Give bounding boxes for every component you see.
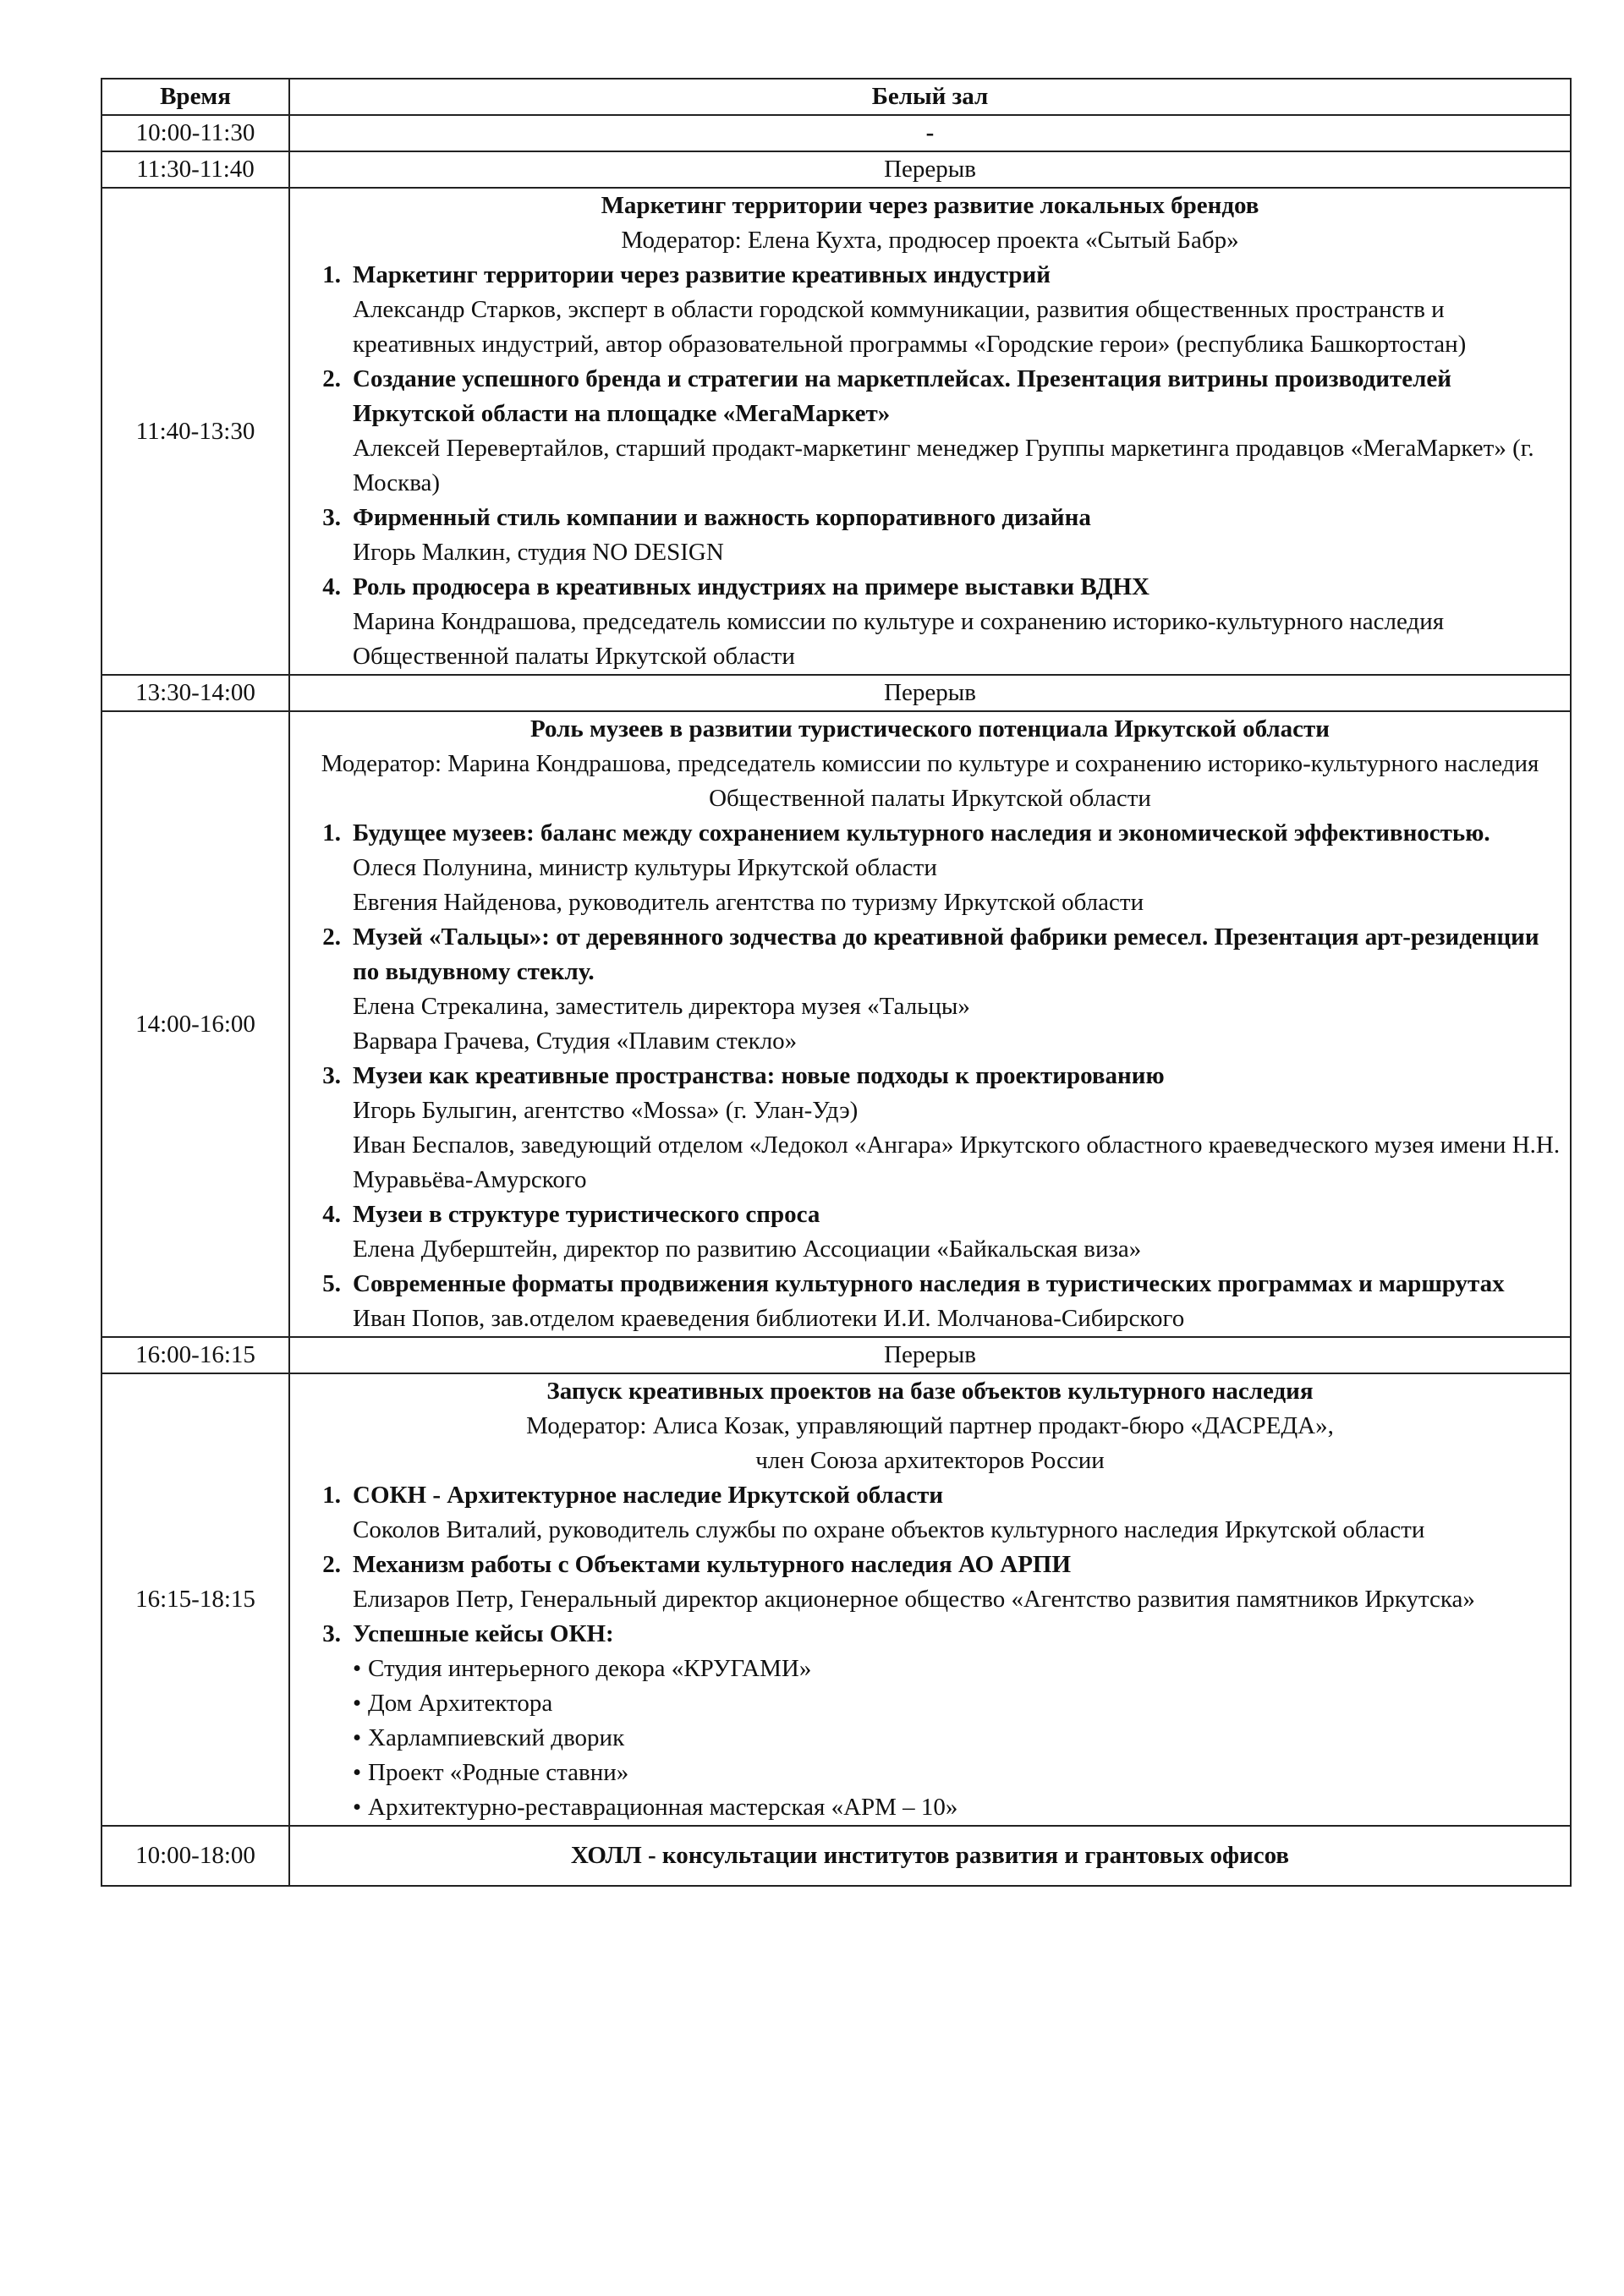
session-moderator: Модератор: Елена Кухта, продюсер проекта «Сытый Бабр»	[621, 227, 1239, 254]
time-cell: 10:00-11:30	[102, 115, 289, 151]
table-row	[102, 115, 1571, 151]
item-title: Механизм работы с Объектами культурного наследия АО АРПИ	[353, 1551, 1072, 1578]
speaker-line: Александр Старков, эксперт в области городской коммуникации, развития общественных пространств и креативных индустрий, автор образовательной программы «Городские герои» (республика Башкортостан)	[353, 296, 1467, 358]
table-row	[102, 1826, 1571, 1886]
break-cell: Перерыв	[289, 675, 1571, 711]
session-title: Запуск креативных проектов на базе объектов культурного наследия	[546, 1378, 1314, 1405]
session-cell	[289, 711, 1571, 1337]
session-items	[290, 816, 1570, 1336]
speaker-line: Елизаров Петр, Генеральный директор акционерное общество «Агентство развития памятников Иркутска»	[353, 1586, 1475, 1613]
item-title: Маркетинг территории через развитие креативных индустрий	[353, 261, 1051, 288]
table-row	[102, 1373, 1571, 1826]
agenda-item	[290, 1197, 1570, 1267]
time-cell: 16:00-16:15	[102, 1337, 289, 1373]
item-title: Музеи в структуре туристического спроса	[353, 1201, 820, 1228]
item-number: 3.	[322, 504, 341, 531]
item-title: Фирменный стиль компании и важность корпоративного дизайна	[353, 504, 1091, 531]
session-title: Маркетинг территории через развитие локальных брендов	[601, 192, 1259, 219]
table-header-row	[102, 79, 1571, 115]
item-number: 1.	[322, 1482, 341, 1509]
speaker-line: Иван Беспалов, заведующий отделом «Ледокол «Ангара» Иркутского областного краеведческого музея имени Н.Н. Муравьёва-Амурского	[353, 1132, 1561, 1193]
list-item: • Студия интерьерного декора «КРУГАМИ»	[353, 1652, 1570, 1686]
item-title: Создание успешного бренда и стратегии на маркетплейсах. Презентация витрины производителей Иркутской области на площадке «МегаМаркет»	[353, 365, 1451, 427]
time-cell: 10:00-18:00	[102, 1826, 289, 1886]
speaker-line: Соколов Виталий, руководитель службы по охране объектов культурного наследия Иркутской области	[353, 1516, 1425, 1543]
speaker-line: Алексей Перевертайлов, старший продакт-маркетинг менеджер Группы маркетинга продавцов «МегаМаркет» (г. Москва)	[353, 435, 1534, 496]
break-cell: Перерыв	[289, 151, 1571, 188]
speaker-line: Варвара Грачева, Студия «Плавим стекло»	[353, 1027, 798, 1055]
time-cell: 11:30-11:40	[102, 151, 289, 188]
session-cell	[289, 188, 1571, 675]
agenda-item	[290, 570, 1570, 674]
agenda-item	[290, 258, 1570, 362]
agenda-item	[290, 816, 1570, 920]
item-title: Музей «Тальцы»: от деревянного зодчества до креативной фабрики ремесел. Презентация арт-резиденции по выдувному стеклу.	[353, 923, 1539, 985]
header-hall: Белый зал	[289, 79, 1571, 115]
agenda-item	[290, 1267, 1570, 1336]
item-number: 2.	[322, 365, 341, 392]
time-cell: 14:00-16:00	[102, 711, 289, 1337]
session-cell	[289, 1373, 1571, 1826]
time-cell: 16:15-18:15	[102, 1373, 289, 1826]
item-body	[353, 1478, 1570, 1548]
case-list	[353, 1652, 1570, 1825]
speaker-line: Елена Стрекалина, заместитель директора музея «Тальцы»	[353, 993, 970, 1020]
item-body	[353, 920, 1570, 1059]
speaker-line: Игорь Малкин, студия NO DESIGN	[353, 539, 724, 566]
item-number: 3.	[322, 1620, 341, 1647]
speaker-line: Олеся Полунина, министр культуры Иркутской области	[353, 854, 937, 881]
session-items	[290, 1478, 1570, 1652]
item-body	[353, 258, 1570, 362]
speaker-line: Елена Дуберштейн, директор по развитию Ассоциации «Байкальская виза»	[353, 1236, 1142, 1263]
item-body	[353, 1617, 1570, 1652]
agenda-item	[290, 1548, 1570, 1617]
item-number: 4.	[322, 573, 341, 600]
session-moderator: Модератор: Марина Кондрашова, председатель комиссии по культуре и сохранению историко-культурного наследия Общественной палаты Иркутской области	[321, 750, 1539, 812]
item-body	[353, 816, 1570, 920]
item-body	[353, 501, 1570, 570]
item-body	[353, 1267, 1570, 1336]
table-row	[102, 1337, 1571, 1373]
item-number: 2.	[322, 1551, 341, 1578]
schedule-table	[101, 78, 1572, 1887]
speaker-line: Марина Кондрашова, председатель комиссии по культуре и сохранению историко-культурного наследия Общественной палаты Иркутской области	[353, 608, 1445, 670]
session-cell: -	[289, 115, 1571, 151]
hall-cell: ХОЛЛ - консультации институтов развития и грантовых офисов	[289, 1826, 1571, 1886]
list-item: • Дом Архитектора	[353, 1686, 1570, 1721]
item-number: 5.	[322, 1270, 341, 1297]
table-row	[102, 711, 1571, 1337]
item-body	[353, 1548, 1570, 1617]
time-cell: 13:30-14:00	[102, 675, 289, 711]
item-number: 4.	[322, 1201, 341, 1228]
header-time: Время	[102, 79, 289, 115]
agenda-item	[290, 1617, 1570, 1652]
session-moderator-line2: член Союза архитекторов России	[755, 1447, 1105, 1474]
item-body	[353, 1059, 1570, 1197]
list-item: • Проект «Родные ставни»	[353, 1756, 1570, 1790]
table-row	[102, 675, 1571, 711]
item-title: Современные форматы продвижения культурного наследия в туристических программах и маршрутах	[353, 1270, 1505, 1297]
agenda-item	[290, 1059, 1570, 1197]
break-cell: Перерыв	[289, 1337, 1571, 1373]
item-title: Роль продюсера в креативных индустриях на примере выставки ВДНХ	[353, 573, 1149, 600]
item-title: Музеи как креативные пространства: новые подходы к проектированию	[353, 1062, 1165, 1089]
agenda-item	[290, 1478, 1570, 1548]
item-number: 1.	[322, 261, 341, 288]
table-row	[102, 151, 1571, 188]
item-body	[353, 1197, 1570, 1267]
session-moderator: Модератор: Алиса Козак, управляющий партнер продакт-бюро «ДАСРЕДА»,	[526, 1412, 1334, 1439]
item-title: Будущее музеев: баланс между сохранением культурного наследия и экономической эффективностью.	[353, 819, 1490, 847]
time-cell: 11:40-13:30	[102, 188, 289, 675]
agenda-item	[290, 920, 1570, 1059]
item-title: СОКН - Архитектурное наследие Иркутской области	[353, 1482, 944, 1509]
session-title: Роль музеев в развитии туристического потенциала Иркутской области	[530, 715, 1330, 743]
session-items	[290, 258, 1570, 674]
item-number: 3.	[322, 1062, 341, 1089]
item-number: 2.	[322, 923, 341, 951]
item-title: Успешные кейсы ОКН:	[353, 1620, 614, 1647]
list-item: • Харлампиевский дворик	[353, 1721, 1570, 1756]
agenda-item	[290, 362, 1570, 501]
speaker-line: Евгения Найденова, руководитель агентства по туризму Иркутской области	[353, 889, 1144, 916]
item-body	[353, 362, 1570, 501]
agenda-item	[290, 501, 1570, 570]
speaker-line: Иван Попов, зав.отделом краеведения библиотеки И.И. Молчанова-Сибирского	[353, 1305, 1185, 1332]
list-item: • Архитектурно-реставрационная мастерская «АРМ – 10»	[353, 1790, 1570, 1825]
item-number: 1.	[322, 819, 341, 847]
table-row	[102, 188, 1571, 675]
item-body	[353, 570, 1570, 674]
speaker-line: Игорь Булыгин, агентство «Mossa» (г. Улан-Удэ)	[353, 1097, 859, 1124]
